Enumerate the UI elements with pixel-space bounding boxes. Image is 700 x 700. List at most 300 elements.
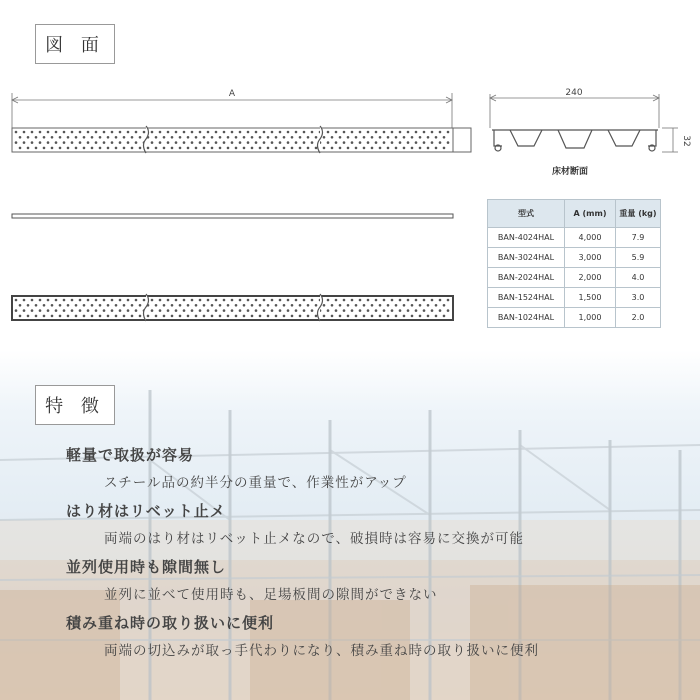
perforation-dot xyxy=(95,141,98,144)
perforation-dot xyxy=(15,141,18,144)
perforation-dot xyxy=(327,141,330,144)
perforation-dot xyxy=(395,147,398,150)
perforation-dot xyxy=(351,299,354,302)
perforation-dot xyxy=(271,299,274,302)
perforation-dot xyxy=(219,136,222,139)
table-row xyxy=(488,248,661,268)
perforation-dot xyxy=(407,309,410,312)
perforation-dot xyxy=(391,131,394,134)
perforation-dot xyxy=(123,147,126,150)
perforation-dot xyxy=(123,136,126,139)
perforation-dot xyxy=(79,309,82,312)
perforation-dot xyxy=(443,315,446,318)
perforation-dot xyxy=(275,147,278,150)
perforation-dot xyxy=(291,147,294,150)
length-dimension-label: A xyxy=(228,89,236,99)
perforation-dot xyxy=(263,141,266,144)
cell-model: BAN-1024HAL xyxy=(488,308,565,328)
perforation-dot xyxy=(427,147,430,150)
perforation-dot xyxy=(251,136,254,139)
perforation-dot xyxy=(443,136,446,139)
perforation-dot xyxy=(111,299,114,302)
perforation-dot xyxy=(171,315,174,318)
perforation-dot xyxy=(439,141,442,144)
perforation-dot xyxy=(367,299,370,302)
perforation-dot xyxy=(91,304,94,307)
perforation-dot xyxy=(271,309,274,312)
perforation-dot xyxy=(271,141,274,144)
perforation-dot xyxy=(223,141,226,144)
spec-table xyxy=(487,199,661,328)
perforation-dot xyxy=(279,299,282,302)
perforation-dot xyxy=(287,141,290,144)
perforation-dot xyxy=(235,304,238,307)
perforation-dot xyxy=(391,141,394,144)
perforation-dot xyxy=(131,315,134,318)
perforation-dot xyxy=(255,141,258,144)
perforation-dot xyxy=(127,131,130,134)
perforation-dot xyxy=(295,299,298,302)
perforation-dot xyxy=(283,304,286,307)
perforation-dot xyxy=(323,136,326,139)
perforation-dot xyxy=(267,304,270,307)
perforation-dot xyxy=(307,136,310,139)
perforation-dot xyxy=(127,141,130,144)
table-row xyxy=(488,268,661,288)
perforation-dot xyxy=(87,141,90,144)
perforation-dot xyxy=(35,304,38,307)
perforation-dot xyxy=(331,147,334,150)
perforation-dot xyxy=(427,136,430,139)
header-model: 型式 xyxy=(488,200,565,228)
perforation-dot xyxy=(107,147,110,150)
perforation-dot xyxy=(363,136,366,139)
perforation-dot xyxy=(343,141,346,144)
perforation-dot xyxy=(111,309,114,312)
perforation-dot xyxy=(83,147,86,150)
perforation-dot xyxy=(107,136,110,139)
perforation-dot xyxy=(171,136,174,139)
perforation-dot xyxy=(439,299,442,302)
perforation-dot xyxy=(119,131,122,134)
perforation-dot xyxy=(167,141,170,144)
perforation-dot xyxy=(111,131,114,134)
perforation-dot xyxy=(347,136,350,139)
perforation-dot xyxy=(279,131,282,134)
perforation-dot xyxy=(243,315,246,318)
perforation-dot xyxy=(307,147,310,150)
perforation-dot xyxy=(151,141,154,144)
perforation-dot xyxy=(183,131,186,134)
perforation-dot xyxy=(315,147,318,150)
perforation-dot xyxy=(159,131,162,134)
perforation-dot xyxy=(115,304,118,307)
perforation-dot xyxy=(403,147,406,150)
perforation-dot xyxy=(199,299,202,302)
perforation-dot xyxy=(259,147,262,150)
perforation-dot xyxy=(431,141,434,144)
perforation-dot xyxy=(287,299,290,302)
perforation-dot xyxy=(239,141,242,144)
perforation-dot xyxy=(295,141,298,144)
perforation-dot xyxy=(47,131,50,134)
perforation-dot xyxy=(99,147,102,150)
perforation-dot xyxy=(111,141,114,144)
perforation-dot xyxy=(59,315,62,318)
perforation-dot xyxy=(231,131,234,134)
perforation-dot xyxy=(191,299,194,302)
perforation-dot xyxy=(331,136,334,139)
perforation-dot xyxy=(91,315,94,318)
perforation-dot xyxy=(179,136,182,139)
perforation-dot xyxy=(187,304,190,307)
perforation-dot xyxy=(251,304,254,307)
perforation-dot xyxy=(419,304,422,307)
perforation-dot xyxy=(411,304,414,307)
perforation-dot xyxy=(83,315,86,318)
perforation-dot xyxy=(175,299,178,302)
perforation-dot xyxy=(207,299,210,302)
perforation-dot xyxy=(79,131,82,134)
perforation-dot xyxy=(335,309,338,312)
perforation-dot xyxy=(167,299,170,302)
perforation-dot xyxy=(299,304,302,307)
perforation-dot xyxy=(247,131,250,134)
perforation-dot xyxy=(23,309,26,312)
perforation-dot xyxy=(59,147,62,150)
perforation-dot xyxy=(431,309,434,312)
perforation-dot xyxy=(15,299,18,302)
perforation-dot xyxy=(399,131,402,134)
perforation-dot xyxy=(23,131,26,134)
perforation-dot xyxy=(19,147,22,150)
perforation-dot xyxy=(323,315,326,318)
perforation-dot xyxy=(267,147,270,150)
perforation-dot xyxy=(323,304,326,307)
perforation-dot xyxy=(207,141,210,144)
perforation-dot xyxy=(139,304,142,307)
perforation-dot xyxy=(211,136,214,139)
perforation-dot xyxy=(411,147,414,150)
perforation-dot xyxy=(435,315,438,318)
perforation-dot xyxy=(255,299,258,302)
perforation-dot xyxy=(135,309,138,312)
perforation-dot xyxy=(203,315,206,318)
perforation-dot xyxy=(283,315,286,318)
perforation-dot xyxy=(243,136,246,139)
perforation-dot xyxy=(47,141,50,144)
perforation-dot xyxy=(191,309,194,312)
perforation-dot xyxy=(75,304,78,307)
perforation-dot xyxy=(263,131,266,134)
perforation-dot xyxy=(247,299,250,302)
perforation-dot xyxy=(335,131,338,134)
perforation-dot xyxy=(247,141,250,144)
perforation-dot xyxy=(39,131,42,134)
perforation-dot xyxy=(275,304,278,307)
perforation-dot xyxy=(423,141,426,144)
perforation-dot xyxy=(43,304,46,307)
perforation-dot xyxy=(371,304,374,307)
perforation-dot xyxy=(355,147,358,150)
perforation-dot xyxy=(267,315,270,318)
perforation-dot xyxy=(239,131,242,134)
perforation-dot xyxy=(19,304,22,307)
perforation-dot xyxy=(211,315,214,318)
perforation-dot xyxy=(415,299,418,302)
perforation-dot xyxy=(119,299,122,302)
perforation-dot xyxy=(87,309,90,312)
perforation-dot xyxy=(375,131,378,134)
perforation-dot xyxy=(395,304,398,307)
perforation-dot xyxy=(71,131,74,134)
feature-title: 積み重ね時の取り扱いに便利 xyxy=(66,614,275,632)
perforation-dot xyxy=(91,136,94,139)
perforation-dot xyxy=(235,136,238,139)
perforation-dot xyxy=(407,299,410,302)
perforation-dot xyxy=(347,304,350,307)
perforation-dot xyxy=(303,131,306,134)
perforation-dot xyxy=(263,299,266,302)
perforation-dot xyxy=(419,315,422,318)
perforation-dot xyxy=(159,309,162,312)
perforation-dot xyxy=(219,304,222,307)
perforation-dot xyxy=(315,136,318,139)
perforation-dot xyxy=(315,304,318,307)
perforation-dot xyxy=(211,147,214,150)
cell-model: BAN-1524HAL xyxy=(488,288,565,308)
perforation-dot xyxy=(103,141,106,144)
perforation-dot xyxy=(231,309,234,312)
perforation-dot xyxy=(139,136,142,139)
perforation-dot xyxy=(15,131,18,134)
perforation-dot xyxy=(435,304,438,307)
perforation-dot xyxy=(147,147,150,150)
table-row xyxy=(488,308,661,328)
perforation-dot xyxy=(191,131,194,134)
perforation-dot xyxy=(435,136,438,139)
perforation-dot xyxy=(355,304,358,307)
perforation-dot xyxy=(35,136,38,139)
perforation-dot xyxy=(147,315,150,318)
cell-length: 1,000 xyxy=(565,308,616,328)
perforation-dot xyxy=(223,131,226,134)
perforation-dot xyxy=(295,309,298,312)
perforation-dot xyxy=(195,315,198,318)
perforation-dot xyxy=(71,299,74,302)
cross-section-profile xyxy=(492,130,658,151)
perforation-dot xyxy=(371,136,374,139)
perforation-dot xyxy=(399,309,402,312)
perforation-dot xyxy=(95,309,98,312)
perforation-dot xyxy=(391,309,394,312)
board-side-view xyxy=(12,214,453,218)
perforation-dot xyxy=(435,147,438,150)
perforation-dot xyxy=(251,315,254,318)
perforation-dot xyxy=(63,141,66,144)
height-dimension-line xyxy=(662,128,678,152)
perforation-dot xyxy=(171,147,174,150)
perforation-dot xyxy=(55,309,58,312)
perforation-dot xyxy=(83,304,86,307)
perforation-dot xyxy=(275,315,278,318)
perforation-dot xyxy=(39,309,42,312)
perforation-dot xyxy=(31,131,34,134)
perforation-dot xyxy=(31,299,34,302)
perforation-dot xyxy=(279,141,282,144)
perforation-dot xyxy=(175,309,178,312)
perforation-dot xyxy=(71,309,74,312)
perforation-dot xyxy=(411,315,414,318)
perforation-dot xyxy=(423,131,426,134)
perforation-dot xyxy=(191,141,194,144)
perforation-dot xyxy=(79,141,82,144)
perforation-dot xyxy=(23,141,26,144)
perforation-dot xyxy=(379,136,382,139)
perforation-dot xyxy=(403,136,406,139)
perforation-dot xyxy=(155,304,158,307)
perforation-dot xyxy=(119,309,122,312)
perforation-dot xyxy=(299,315,302,318)
perforation-dot xyxy=(415,309,418,312)
perforation-dot xyxy=(119,141,122,144)
cell-weight: 5.9 xyxy=(616,248,661,268)
perforation-dot xyxy=(71,141,74,144)
cell-model: BAN-4024HAL xyxy=(488,228,565,248)
perforation-dot xyxy=(95,299,98,302)
perforation-dot xyxy=(367,141,370,144)
perforation-dot xyxy=(163,304,166,307)
perforation-dot xyxy=(311,131,314,134)
perforation-dot xyxy=(183,299,186,302)
perforation-dot xyxy=(387,315,390,318)
cell-length: 1,500 xyxy=(565,288,616,308)
perforation-dot xyxy=(351,131,354,134)
perforation-dot xyxy=(67,315,70,318)
perforation-dot xyxy=(299,147,302,150)
perforation-dot xyxy=(195,304,198,307)
perforation-dot xyxy=(323,147,326,150)
perforation-dot xyxy=(99,304,102,307)
feature-item xyxy=(66,612,539,659)
perforation-dot xyxy=(291,136,294,139)
feature-description: スチール品の約半分の重量で、作業性がアップ xyxy=(104,475,407,491)
perforation-dot xyxy=(155,147,158,150)
perforation-dot xyxy=(343,131,346,134)
perforation-dot xyxy=(227,147,230,150)
perforation-dot xyxy=(199,141,202,144)
perforation-dot xyxy=(87,131,90,134)
perforation-dot xyxy=(419,136,422,139)
width-dimension-label: 240 xyxy=(565,88,583,98)
perforation-dot xyxy=(151,131,154,134)
perforation-dot xyxy=(363,315,366,318)
perforation-dot xyxy=(367,309,370,312)
perforation-dot xyxy=(355,136,358,139)
perforation-dot xyxy=(339,304,342,307)
perforation-dot xyxy=(403,315,406,318)
perforation-dot xyxy=(375,299,378,302)
perforation-dot xyxy=(115,147,118,150)
perforation-dot xyxy=(331,304,334,307)
table-row xyxy=(488,288,661,308)
perforation-dot xyxy=(163,315,166,318)
perforation-dot xyxy=(99,315,102,318)
perforation-dot xyxy=(371,315,374,318)
perforation-dot xyxy=(371,147,374,150)
perforation-dot xyxy=(423,309,426,312)
feature-description: 両端の切込みが取っ手代わりになり、積み重ね時の取り扱いに便利 xyxy=(104,643,539,659)
perforation-dot xyxy=(207,131,210,134)
cell-length: 4,000 xyxy=(565,228,616,248)
perforation-dot xyxy=(327,309,330,312)
perforation-dot xyxy=(419,147,422,150)
perforation-dot xyxy=(239,299,242,302)
perforation-dot xyxy=(359,309,362,312)
perforation-dot xyxy=(159,141,162,144)
perforation-dot xyxy=(39,299,42,302)
perforation-dot xyxy=(379,304,382,307)
perforation-dot xyxy=(87,299,90,302)
perforation-dot xyxy=(155,315,158,318)
perforation-dot xyxy=(159,299,162,302)
perforation-dot xyxy=(315,315,318,318)
perforation-dot xyxy=(415,141,418,144)
perforation-dot xyxy=(187,147,190,150)
perforation-dot xyxy=(311,299,314,302)
perforation-dot xyxy=(235,315,238,318)
perforation-dot xyxy=(103,131,106,134)
perforation-dot xyxy=(287,131,290,134)
perforation-dot xyxy=(55,141,58,144)
perforation-dot xyxy=(179,304,182,307)
perforation-dot xyxy=(291,315,294,318)
perforation-dot xyxy=(163,136,166,139)
perforation-dot xyxy=(175,141,178,144)
perforation-dot xyxy=(179,147,182,150)
perforation-dot xyxy=(55,299,58,302)
perforation-dot xyxy=(143,299,146,302)
perforation-dot xyxy=(59,136,62,139)
perforation-dot xyxy=(199,131,202,134)
perforation-dot xyxy=(127,309,130,312)
perforation-dot xyxy=(27,136,30,139)
perforation-dot xyxy=(143,131,146,134)
perforation-dot xyxy=(303,309,306,312)
perforation-dot xyxy=(43,315,46,318)
feature-item xyxy=(66,444,407,491)
perforation-dot xyxy=(227,304,230,307)
perforation-dot xyxy=(279,309,282,312)
perforation-dot xyxy=(231,141,234,144)
perforation-dot xyxy=(343,299,346,302)
perforation-dot xyxy=(311,141,314,144)
perforation-dot xyxy=(439,131,442,134)
perforation-dot xyxy=(447,131,450,134)
perforation-dot xyxy=(255,309,258,312)
perforation-dot xyxy=(307,315,310,318)
board-bottom-view xyxy=(12,294,453,321)
perforation-dot xyxy=(379,315,382,318)
table-header-row xyxy=(488,200,661,228)
perforation-dot xyxy=(75,147,78,150)
perforation-dot xyxy=(59,304,62,307)
perforation-dot xyxy=(259,315,262,318)
perforation-dot xyxy=(67,136,70,139)
perforation-dot xyxy=(423,299,426,302)
perforation-dot xyxy=(295,131,298,134)
perforation-dot xyxy=(99,136,102,139)
